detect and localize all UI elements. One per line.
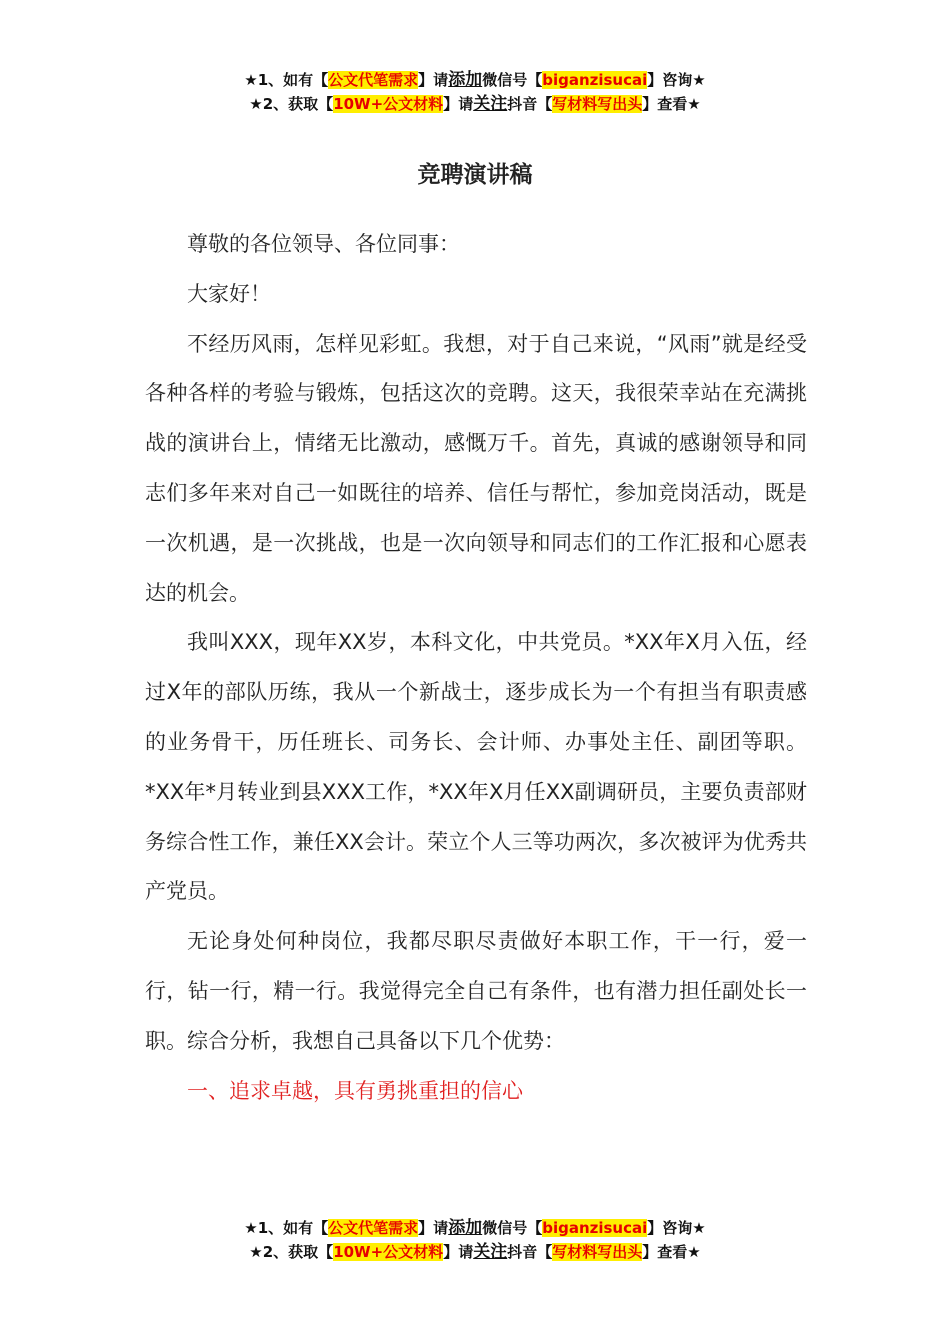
- highlight-service: 公文代笔需求: [328, 71, 419, 89]
- banner-emphasis: 关注: [473, 94, 508, 114]
- banner-text: ★1、如有【: [244, 1219, 329, 1237]
- banner-emphasis: 添加: [448, 1218, 483, 1238]
- highlight-service: 公文代笔需求: [328, 1219, 419, 1237]
- highlight-douyin-account: 写材料写出头: [552, 1243, 643, 1261]
- banner-emphasis: 添加: [448, 70, 483, 90]
- highlight-materials: 10W+公文材料: [333, 95, 444, 113]
- banner-text: 微信号【: [482, 71, 543, 89]
- banner-text: 】请: [418, 71, 449, 89]
- highlight-materials: 10W+公文材料: [333, 1243, 444, 1261]
- paragraph-advantages: 无论身处何种岗位，我都尽职尽责做好本职工作，干一行，爱一行，钻一行，精一行。我觉得完全自己有条件，也有潜力担任副处长一职。综合分析，我想自己具备以下几个优势：: [145, 929, 807, 1053]
- banner-line-1: [0, 1216, 950, 1240]
- highlight-wechat-id: biganzisucai: [542, 1219, 648, 1237]
- banner-text: 】咨询★: [647, 71, 706, 89]
- paragraph-intro: 不经历风雨，怎样见彩虹。我想，对于自己来说，“风雨”就是经受各种各样的考验与锻炼，包括这次的竞聘。这天，我很荣幸站在充满挑战的演讲台上，情绪无比激动，感慨万千。首先，真诚的感谢领导和同志们多年来对自己一如既往的培养、信任与帮忙，参加竞岗活动，既是一次机遇，是一次挑战，也是一次向领导和同志们的工作汇报和心愿表达的机会。: [145, 331, 807, 605]
- banner-text: ★2、获取【: [249, 1243, 334, 1261]
- banner-emphasis: 关注: [473, 1242, 508, 1262]
- banner-text: 】咨询★: [647, 1219, 706, 1237]
- paragraph-background: 我叫XXX，现年XX岁，本科文化，中共党员。*XX年X月入伍，经过X年的部队历练，我从一个新战士，逐步成长为一个有担当有职责感的业务骨干，历任班长、司务长、会计师、办事处主任、副团等职。*XX年*月转业到县XXX工作，*XX年X月任XX副调研员，主要负责部财务综合性工作，兼任XX会计。荣立个人三等功两次，多次被评为优秀共产党员。: [145, 630, 807, 904]
- greeting: 大家好！: [187, 281, 271, 306]
- banner-text: 】查看★: [642, 95, 701, 113]
- bottom-banner: [0, 1216, 950, 1264]
- top-banner: [0, 68, 950, 116]
- banner-line-2: [0, 92, 950, 116]
- document-title: 竞聘演讲稿: [417, 162, 533, 188]
- highlight-wechat-id: biganzisucai: [542, 71, 648, 89]
- banner-text: 抖音【: [507, 1243, 553, 1261]
- banner-text: 微信号【: [482, 1219, 543, 1237]
- banner-line-2: [0, 1240, 950, 1264]
- banner-text: ★2、获取【: [249, 95, 334, 113]
- banner-text: 】请: [443, 1243, 474, 1261]
- banner-line-1: [0, 68, 950, 92]
- banner-text: 】请: [418, 1219, 449, 1237]
- banner-text: 】查看★: [642, 1243, 701, 1261]
- section-heading: 一、追求卓越，具有勇挑重担的信心: [187, 1078, 523, 1103]
- document-body: [145, 220, 807, 1116]
- banner-text: 】请: [443, 95, 474, 113]
- banner-text: ★1、如有【: [244, 71, 329, 89]
- banner-text: 抖音【: [507, 95, 553, 113]
- highlight-douyin-account: 写材料写出头: [552, 95, 643, 113]
- salutation: 尊敬的各位领导、各位同事：: [187, 232, 460, 256]
